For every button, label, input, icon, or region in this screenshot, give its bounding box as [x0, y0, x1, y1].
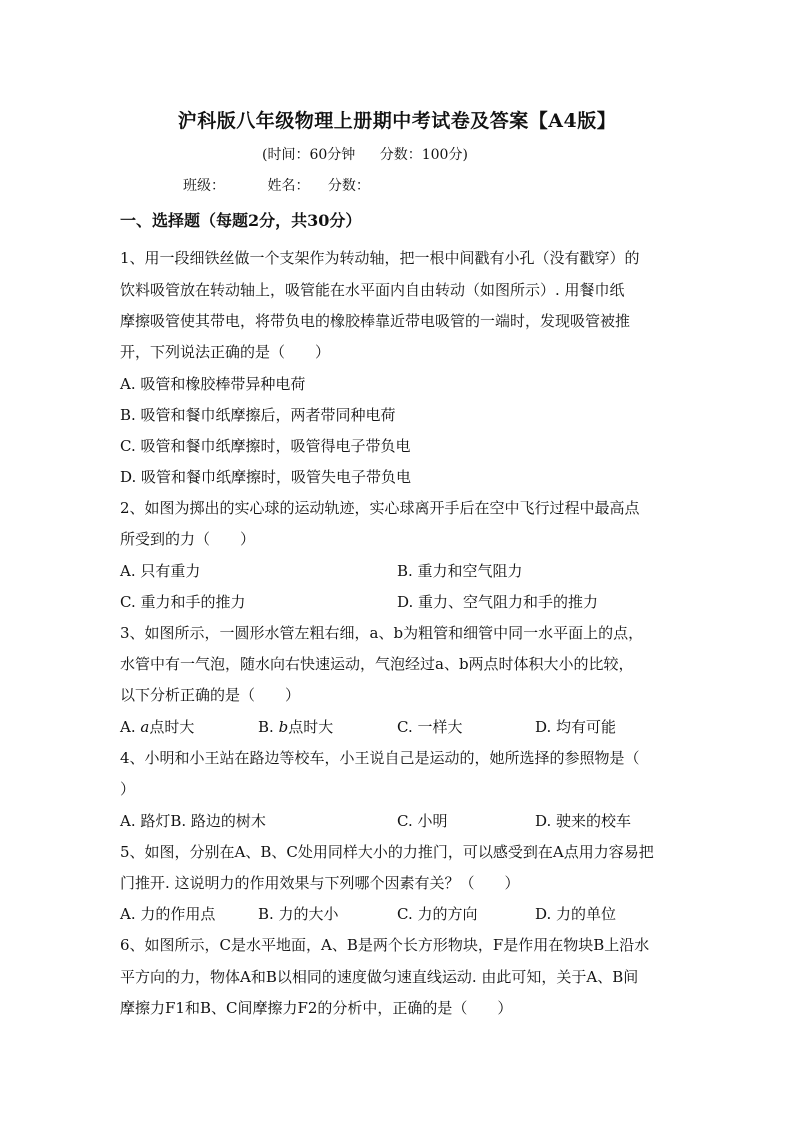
- q5-option-d: D. 力的单位: [535, 905, 617, 923]
- q4-line: 4、小明和小王站在路边等校车，小王说自己是运动的，她所选择的参照物是（: [120, 749, 640, 767]
- total-score: 分数：100分): [379, 147, 468, 163]
- time-limit: (时间：60分钟: [262, 147, 356, 163]
- q5-option-a: A. 力的作用点: [120, 905, 216, 923]
- student-info: [183, 175, 370, 195]
- q3-option-a-var: a: [140, 718, 150, 736]
- q1-option-d: D. 吸管和餐巾纸摩擦时，吸管失电子带负电: [120, 468, 412, 486]
- q2-option-d: D. 重力、空气阻力和手的推力: [397, 593, 599, 611]
- q3-option-c: C. 一样大: [397, 718, 463, 736]
- q2-line: 所受到的力（ ）: [120, 530, 256, 548]
- q4-option-d: D. 驶来的校车: [535, 812, 632, 830]
- points-label: 分数：: [327, 178, 370, 194]
- q6-line: 6、如图所示，C是水平地面，A、B是两个长方形物块，F是作用在物块B上沿水: [120, 936, 650, 954]
- q3-option-b-letter: B.: [258, 718, 274, 736]
- q3-option-a: [120, 716, 194, 737]
- q3-option-b-text: 点时大: [288, 718, 334, 736]
- q3-option-d: D. 均有可能: [535, 718, 617, 736]
- q3-option-b: [258, 716, 333, 737]
- q1-option-c: C. 吸管和餐巾纸摩擦时，吸管得电子带负电: [120, 437, 411, 455]
- q2-option-a: A. 只有重力: [120, 562, 201, 580]
- q6-line: 摩擦力F1和B、C间摩擦力F2的分析中，正确的是（ ）: [120, 999, 513, 1017]
- class-label: 班级：: [183, 178, 225, 194]
- q4-option-ab: A. 路灯B. 路边的树木: [120, 812, 266, 830]
- q4-line: ）: [120, 780, 136, 798]
- q2-line: 2、如图为掷出的实心球的运动轨迹，实心球离开手后在空中飞行过程中最高点: [120, 499, 640, 517]
- q1-line: 1、用一段细铁丝做一个支架作为转动轴，把一根中间戳有小孔（没有戳穿）的: [120, 249, 640, 267]
- q5-option-c: C. 力的方向: [397, 905, 478, 923]
- q3-option-b-var: b: [278, 718, 289, 736]
- q3-line: 以下分析正确的是（ ）: [120, 686, 301, 704]
- q2-option-c: C. 重力和手的推力: [120, 593, 246, 611]
- q1-line: 饮料吸管放在转动轴上，吸管能在水平面内自由转动（如图所示）. 用餐巾纸: [120, 281, 625, 299]
- exam-meta: [262, 144, 468, 164]
- q3-option-a-text: 点时大: [149, 718, 195, 736]
- q1-option-b: B. 吸管和餐巾纸摩擦后，两者带同种电荷: [120, 406, 396, 424]
- q3-option-a-letter: A.: [120, 718, 136, 736]
- q5-line: 5、如图，分别在A、B、C处用同样大小的力推门，可以感受到在A点用力容易把: [120, 843, 654, 861]
- q2-option-b: B. 重力和空气阻力: [397, 562, 523, 580]
- q6-line: 平方向的力，物体A和B以相同的速度做匀速直线运动. 由此可知，关于A、B间: [120, 968, 639, 986]
- q5-line: 门推开. 这说明力的作用效果与下列哪个因素有关？（ ）: [120, 874, 520, 892]
- q4-option-c: C. 小明: [397, 812, 448, 830]
- exam-title: 沪科版八年级物理上册期中考试卷及答案【A4版】: [177, 110, 617, 132]
- section-heading: 一、选择题（每题2分，共30分）: [120, 211, 362, 230]
- q3-line: 3、如图所示，一圆形水管左粗右细，a、b为粗管和细管中同一水平面上的点，: [120, 624, 644, 642]
- q5-option-b: B. 力的大小: [258, 905, 339, 923]
- name-label: 姓名：: [267, 178, 310, 194]
- q1-option-a: A. 吸管和橡胶棒带异种电荷: [120, 375, 306, 393]
- q3-line: 水管中有一气泡，随水向右快速运动，气泡经过a、b两点时体积大小的比较，: [120, 655, 634, 673]
- q1-line: 开，下列说法正确的是（ ）: [120, 343, 331, 361]
- q1-line: 摩擦吸管使其带电，将带负电的橡胶棒靠近带电吸管的一端时，发现吸管被推: [120, 312, 631, 330]
